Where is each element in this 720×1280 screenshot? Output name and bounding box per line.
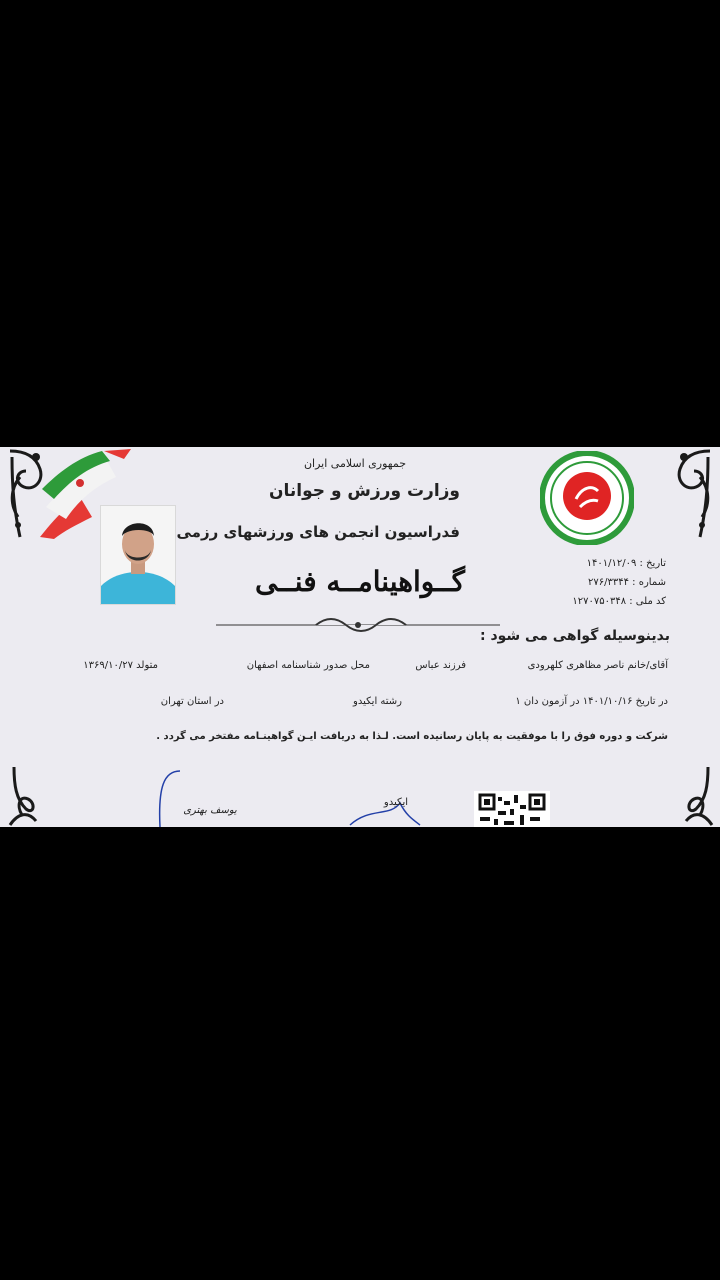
certificate-image: [0, 447, 720, 827]
province: در استان تهران: [160, 696, 224, 707]
issue-place: محل صدور شناسنامه اصفهان: [246, 660, 370, 671]
qr-code: [474, 791, 550, 827]
header-ministry: وزارت ورزش و جوانان: [269, 481, 460, 501]
national-code-field: کد ملی : ۱۲۷۰۷۵۰۳۴۸: [572, 596, 666, 607]
ornament-bottom-left: [6, 765, 58, 827]
number-field: شماره : ۲۷۶/۳۳۴۴: [588, 577, 666, 588]
profile-photo: [100, 505, 176, 605]
federation-logo: [540, 451, 634, 545]
date-field: تاریخ : ۱۴۰۱/۱۲/۰۹: [586, 558, 666, 569]
signature-left: [150, 767, 250, 827]
ornament-bottom-right: [664, 765, 716, 827]
exam-date: در تاریخ ۱۴۰۱/۱۰/۱۶ در آزمون دان ۱: [515, 696, 668, 707]
completion-statement: شرکت و دوره فوق را با موفقیت به پایان رسانیده است. لـذا به دریافت ایـن گواهینـامه مفتخر می گردد .: [156, 731, 668, 742]
header-federation: فدراسیون انجمن های ورزشهای رزمی: [176, 523, 460, 541]
ornament-top-right: [662, 447, 714, 542]
birth-date: متولد ۱۳۶۹/۱۰/۲۷: [83, 660, 158, 671]
discipline: رشته ایکیدو: [353, 696, 402, 707]
holder-name: آقای/خانم ناصر مظاهری کلهرودی: [527, 660, 668, 671]
certify-heading: بدینوسیله گواهی می شود :: [479, 628, 670, 644]
certificate-title: گــواهینامــه فنــی: [255, 565, 465, 598]
signature-right-label: ایکیدو: [383, 797, 409, 808]
father-name: فرزند عباس: [415, 660, 466, 671]
divider-ornament: [216, 617, 500, 633]
header-republic: جمهوری اسلامی ایران: [303, 457, 407, 470]
signature-left-name: یوسف بهتری: [183, 805, 237, 816]
